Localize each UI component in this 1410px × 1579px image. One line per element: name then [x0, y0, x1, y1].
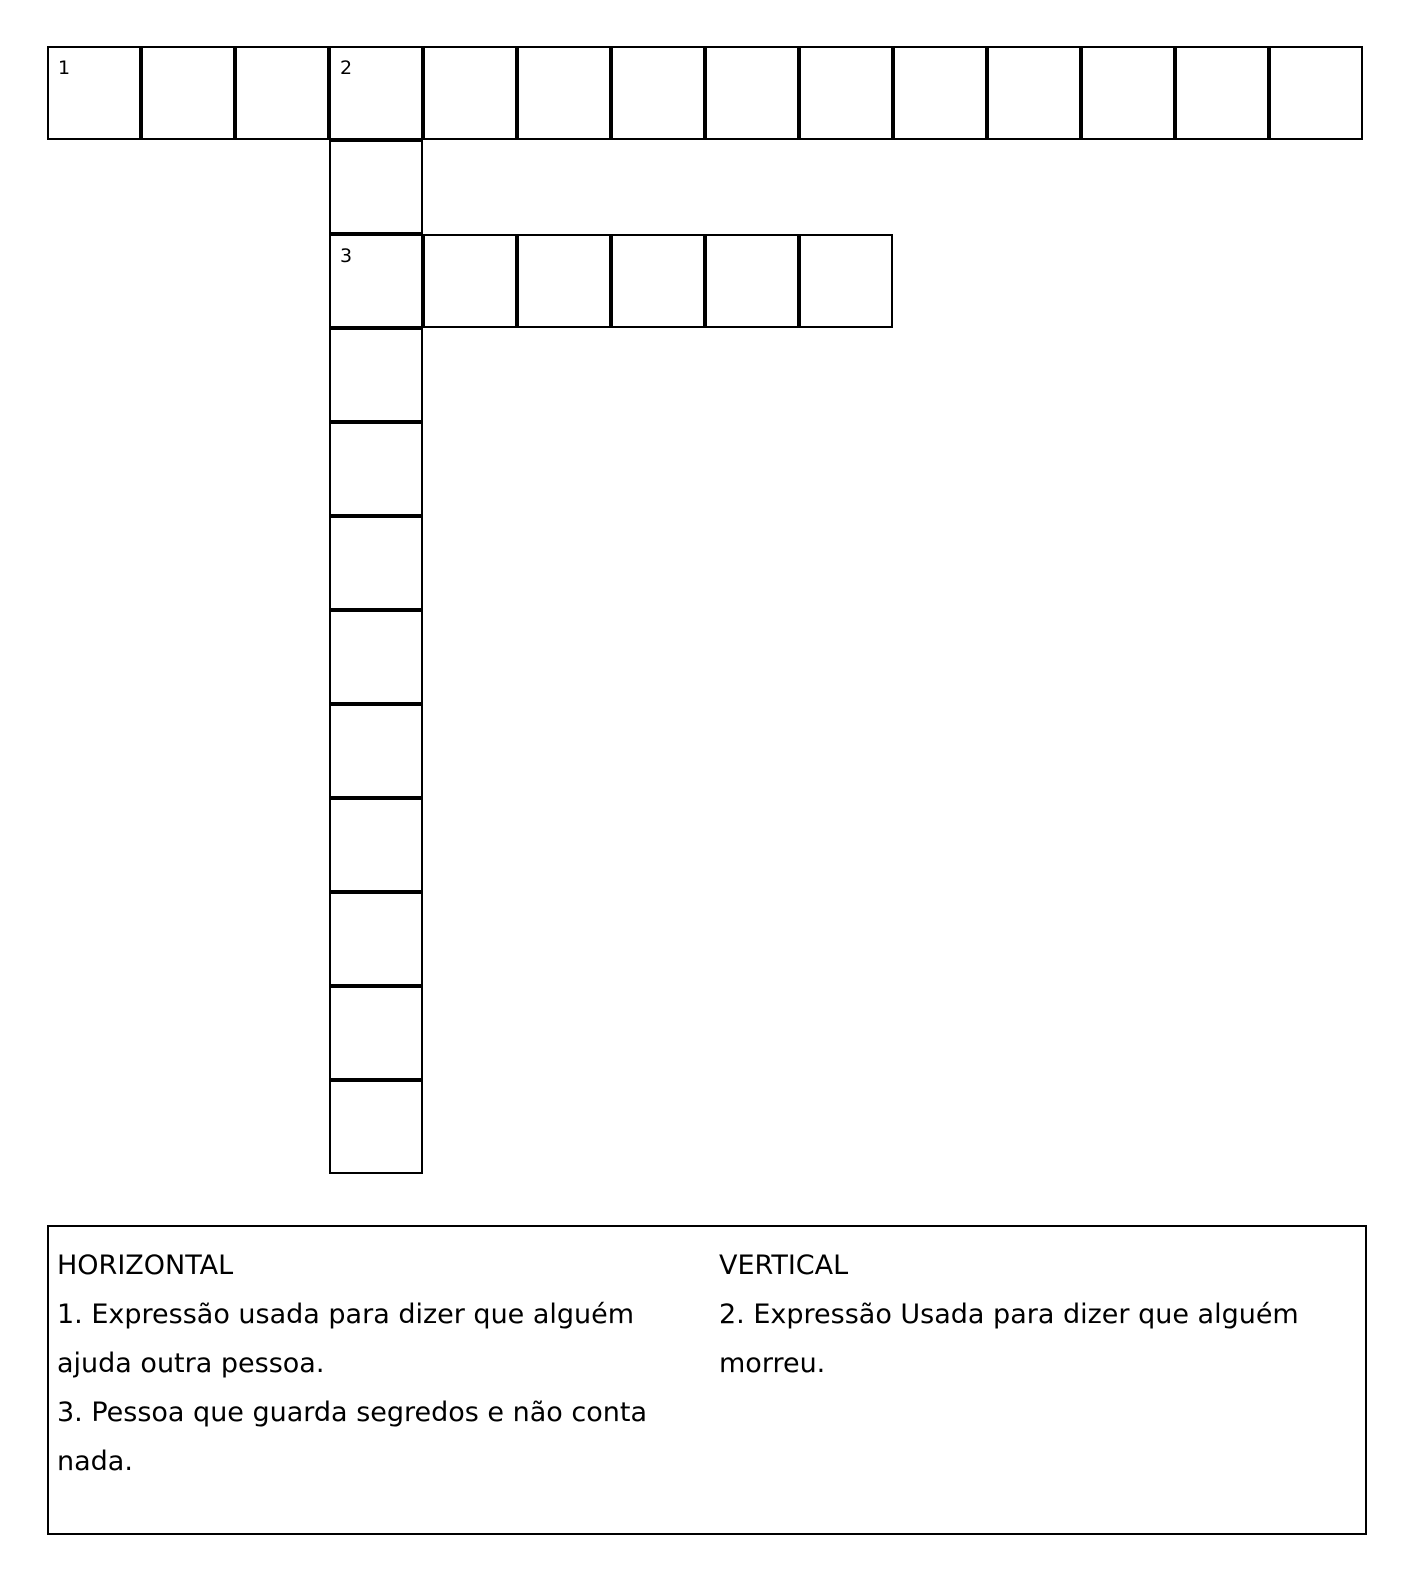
crossword-cell[interactable]: [329, 46, 423, 140]
crossword-cell[interactable]: [705, 46, 799, 140]
crossword-cell[interactable]: [611, 234, 705, 328]
crossword-cell[interactable]: [799, 234, 893, 328]
crossword-cell[interactable]: [799, 46, 893, 140]
crossword-cell[interactable]: [47, 46, 141, 140]
horizontal-heading: HORIZONTAL: [57, 1250, 234, 1281]
crossword-cell[interactable]: [893, 46, 987, 140]
clue-2: 2. Expressão Usada para dizer que alguém morreu.: [719, 1299, 1299, 1379]
crossword-cell[interactable]: [329, 892, 423, 986]
vertical-clues: [719, 1241, 1339, 1388]
crossword-cell[interactable]: [423, 234, 517, 328]
crossword-cell[interactable]: [611, 46, 705, 140]
cell-number: 2: [340, 57, 353, 79]
horizontal-clues: [57, 1241, 657, 1486]
crossword-cell[interactable]: [1269, 46, 1363, 140]
crossword-cell[interactable]: [235, 46, 329, 140]
crossword-cell[interactable]: [329, 422, 423, 516]
crossword-cell[interactable]: [329, 234, 423, 328]
crossword-cell[interactable]: [329, 516, 423, 610]
crossword-cell[interactable]: [517, 46, 611, 140]
crossword-cell[interactable]: [329, 1080, 423, 1174]
crossword-cell[interactable]: [329, 798, 423, 892]
crossword-cell[interactable]: [329, 328, 423, 422]
cell-number: 3: [340, 245, 353, 267]
crossword-cell[interactable]: [1081, 46, 1175, 140]
clue-1: 1. Expressão usada para dizer que alguém ajuda outra pessoa.: [57, 1299, 635, 1379]
crossword-cell[interactable]: [329, 610, 423, 704]
crossword-cell[interactable]: [329, 986, 423, 1080]
clue-3: 3. Pessoa que guarda segredos e não conta nada.: [57, 1397, 647, 1477]
crossword-cell[interactable]: [517, 234, 611, 328]
crossword-cell[interactable]: [329, 704, 423, 798]
crossword-cell[interactable]: [1175, 46, 1269, 140]
crossword-cell[interactable]: [705, 234, 799, 328]
clues-box: [47, 1225, 1367, 1535]
cell-number: 1: [58, 57, 71, 79]
crossword-cell[interactable]: [423, 46, 517, 140]
vertical-heading: VERTICAL: [719, 1250, 849, 1281]
crossword-cell[interactable]: [987, 46, 1081, 140]
crossword-cell[interactable]: [141, 46, 235, 140]
crossword-cell[interactable]: [329, 140, 423, 234]
